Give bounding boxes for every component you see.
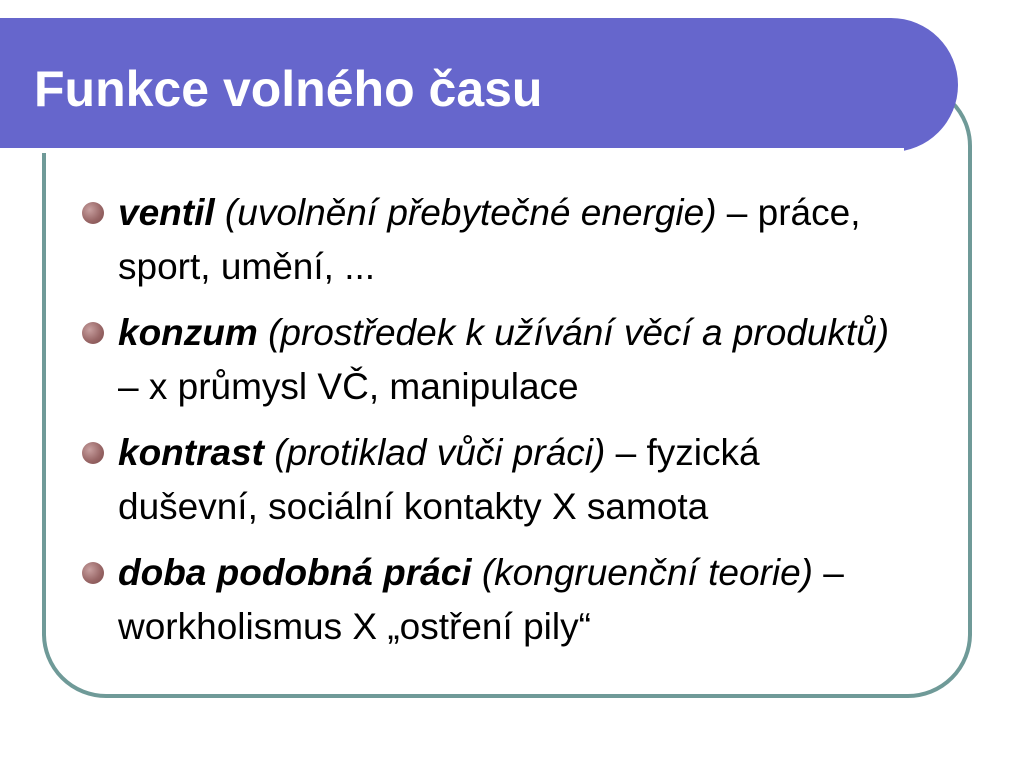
item-explanation: (prostředek k užívání věcí a produktů) xyxy=(268,312,890,353)
item-explanation: (kongruenční teorie) xyxy=(481,552,813,593)
item-term: konzum xyxy=(118,312,258,353)
item-description: – práce, sport, umění, ... xyxy=(118,192,861,287)
item-explanation: (protiklad vůči práci) xyxy=(274,432,606,473)
list-item xyxy=(78,426,908,534)
slide-title: Funkce volného času xyxy=(34,61,543,117)
list-item xyxy=(78,546,908,654)
bullet-icon xyxy=(82,562,104,584)
item-term: kontrast xyxy=(118,432,264,473)
bullet-icon xyxy=(82,202,104,224)
bullet-list xyxy=(78,186,908,666)
list-item xyxy=(78,186,908,294)
item-explanation: (uvolnění přebytečné energie) xyxy=(224,192,717,233)
item-description: – workholismus X „ostření pily“ xyxy=(118,552,844,647)
item-description: – fyzická duševní, sociální kontakty X samota xyxy=(118,432,760,527)
item-term: ventil xyxy=(118,192,215,233)
title-underline xyxy=(0,148,904,153)
list-item xyxy=(78,306,908,414)
title-bar xyxy=(0,18,958,152)
item-term: doba podobná práci xyxy=(118,552,472,593)
bullet-icon xyxy=(82,322,104,344)
item-description: – x průmysl VČ, manipulace xyxy=(118,366,579,407)
bullet-icon xyxy=(82,442,104,464)
